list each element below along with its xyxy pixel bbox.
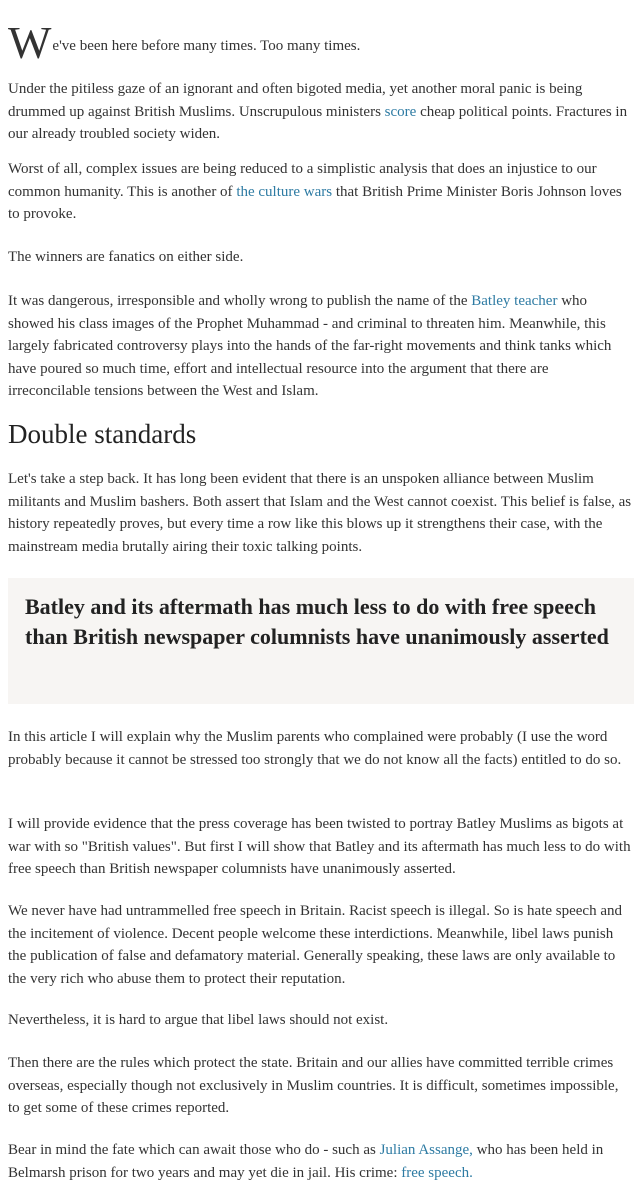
paragraph-text: Worst of all, complex issues are being reduced to a simplistic analysis that does an injustice to our common humanity. This is another of [8, 161, 597, 200]
paragraph-text: who has been held in Belmarsh prison for two years and may yet die in jail. His crime: [8, 1142, 604, 1181]
link-batley-teacher[interactable]: Batley teacher [471, 293, 558, 309]
paragraph-parents: In this article I will explain why the Muslim parents who complained were probably (I use the word probably because it cannot be stressed too strongly that we do not know all the facts) entitled to do so. [8, 729, 622, 768]
paragraph-libel: Nevertheless, it is hard to argue that libel laws should not exist. [8, 1012, 389, 1028]
drop-cap: W [8, 17, 52, 68]
paragraph-state-rules: Then there are the rules which protect the state. Britain and our allies have committed terrible crimes overseas, especially though not exclusively in Muslim countries. It is difficult, sometimes impossible, to get some of these crimes reported. [8, 1055, 619, 1116]
paragraph-text: It was dangerous, irresponsible and wholly wrong to publish the name of the [8, 293, 472, 309]
link-culture-wars[interactable]: the culture wars [236, 183, 333, 200]
paragraph-free-speech: We never have had untrammelled free speech in Britain. Racist speech is illegal. So is hate speech and the incitement of violence. Decent people welcome these interdictions. Meanwhile, libel laws punish the publication of false and defamatory material. Generally speaking, these laws are only available to the very rich who abuse them to protect their reputation. [8, 903, 622, 987]
paragraph-winners: The winners are fanatics on either side. [8, 249, 244, 265]
paragraph-text: who showed his class images of the Prophet Muhammad - and criminal to threaten him. Meanwhile, this largely fabricated controversy plays into the hands of the far-right movements and think tanks which have poured so much time, effort and intellectual resource into the argument that there are irreconcilable tensions between the West and Islam. [8, 293, 612, 399]
opening-paragraph [8, 17, 632, 68]
paragraph-text: Under the pitiless gaze of an ignorant and often bigoted media, yet another moral panic is being drummed up against British Muslims. Unscrupulous ministers [8, 81, 583, 120]
paragraph-culture-wars [8, 158, 632, 226]
paragraph-text: that British Prime Minister Boris Johnson loves to provoke. [8, 183, 622, 222]
link-free-speech[interactable]: free speech. [401, 1164, 473, 1181]
section-heading: Double standards [8, 419, 197, 449]
paragraph-batley-teacher [8, 290, 632, 403]
pull-quote [8, 578, 634, 704]
paragraph-evidence: I will provide evidence that the press coverage has been twisted to portray Batley Muslims as bigots at war with so "British values". But first I will show that Batley and its aftermath has much less to do with free speech than British newspaper columnists have unanimously asserted. [8, 816, 631, 877]
link-julian-assange[interactable]: Julian Assange, [379, 1142, 473, 1158]
pull-quote-text: Batley and its aftermath has much less to do with free speech than British newspaper columnists have unanimously asserted [25, 594, 609, 649]
paragraph-text: cheap political points. Fractures in our already troubled society widen. [8, 103, 628, 142]
paragraph-text: Bear in mind the fate which can await those who do - such as [8, 1142, 380, 1158]
paragraph-assange [8, 1139, 632, 1184]
paragraph-moral-panic [8, 78, 632, 146]
paragraph-step-back: Let's take a step back. It has long been evident that there is an unspoken alliance between Muslim militants and Muslim bashers. Both assert that Islam and the West cannot coexist. This belief is false, as history repeatedly proves, but every time a row like this blows up it strengthens their case, with the mainstream media brutally airing their toxic talking points. [8, 471, 632, 555]
opening-text: e've been here before many times. Too many times. [52, 38, 361, 54]
link-score[interactable]: score [384, 103, 417, 120]
